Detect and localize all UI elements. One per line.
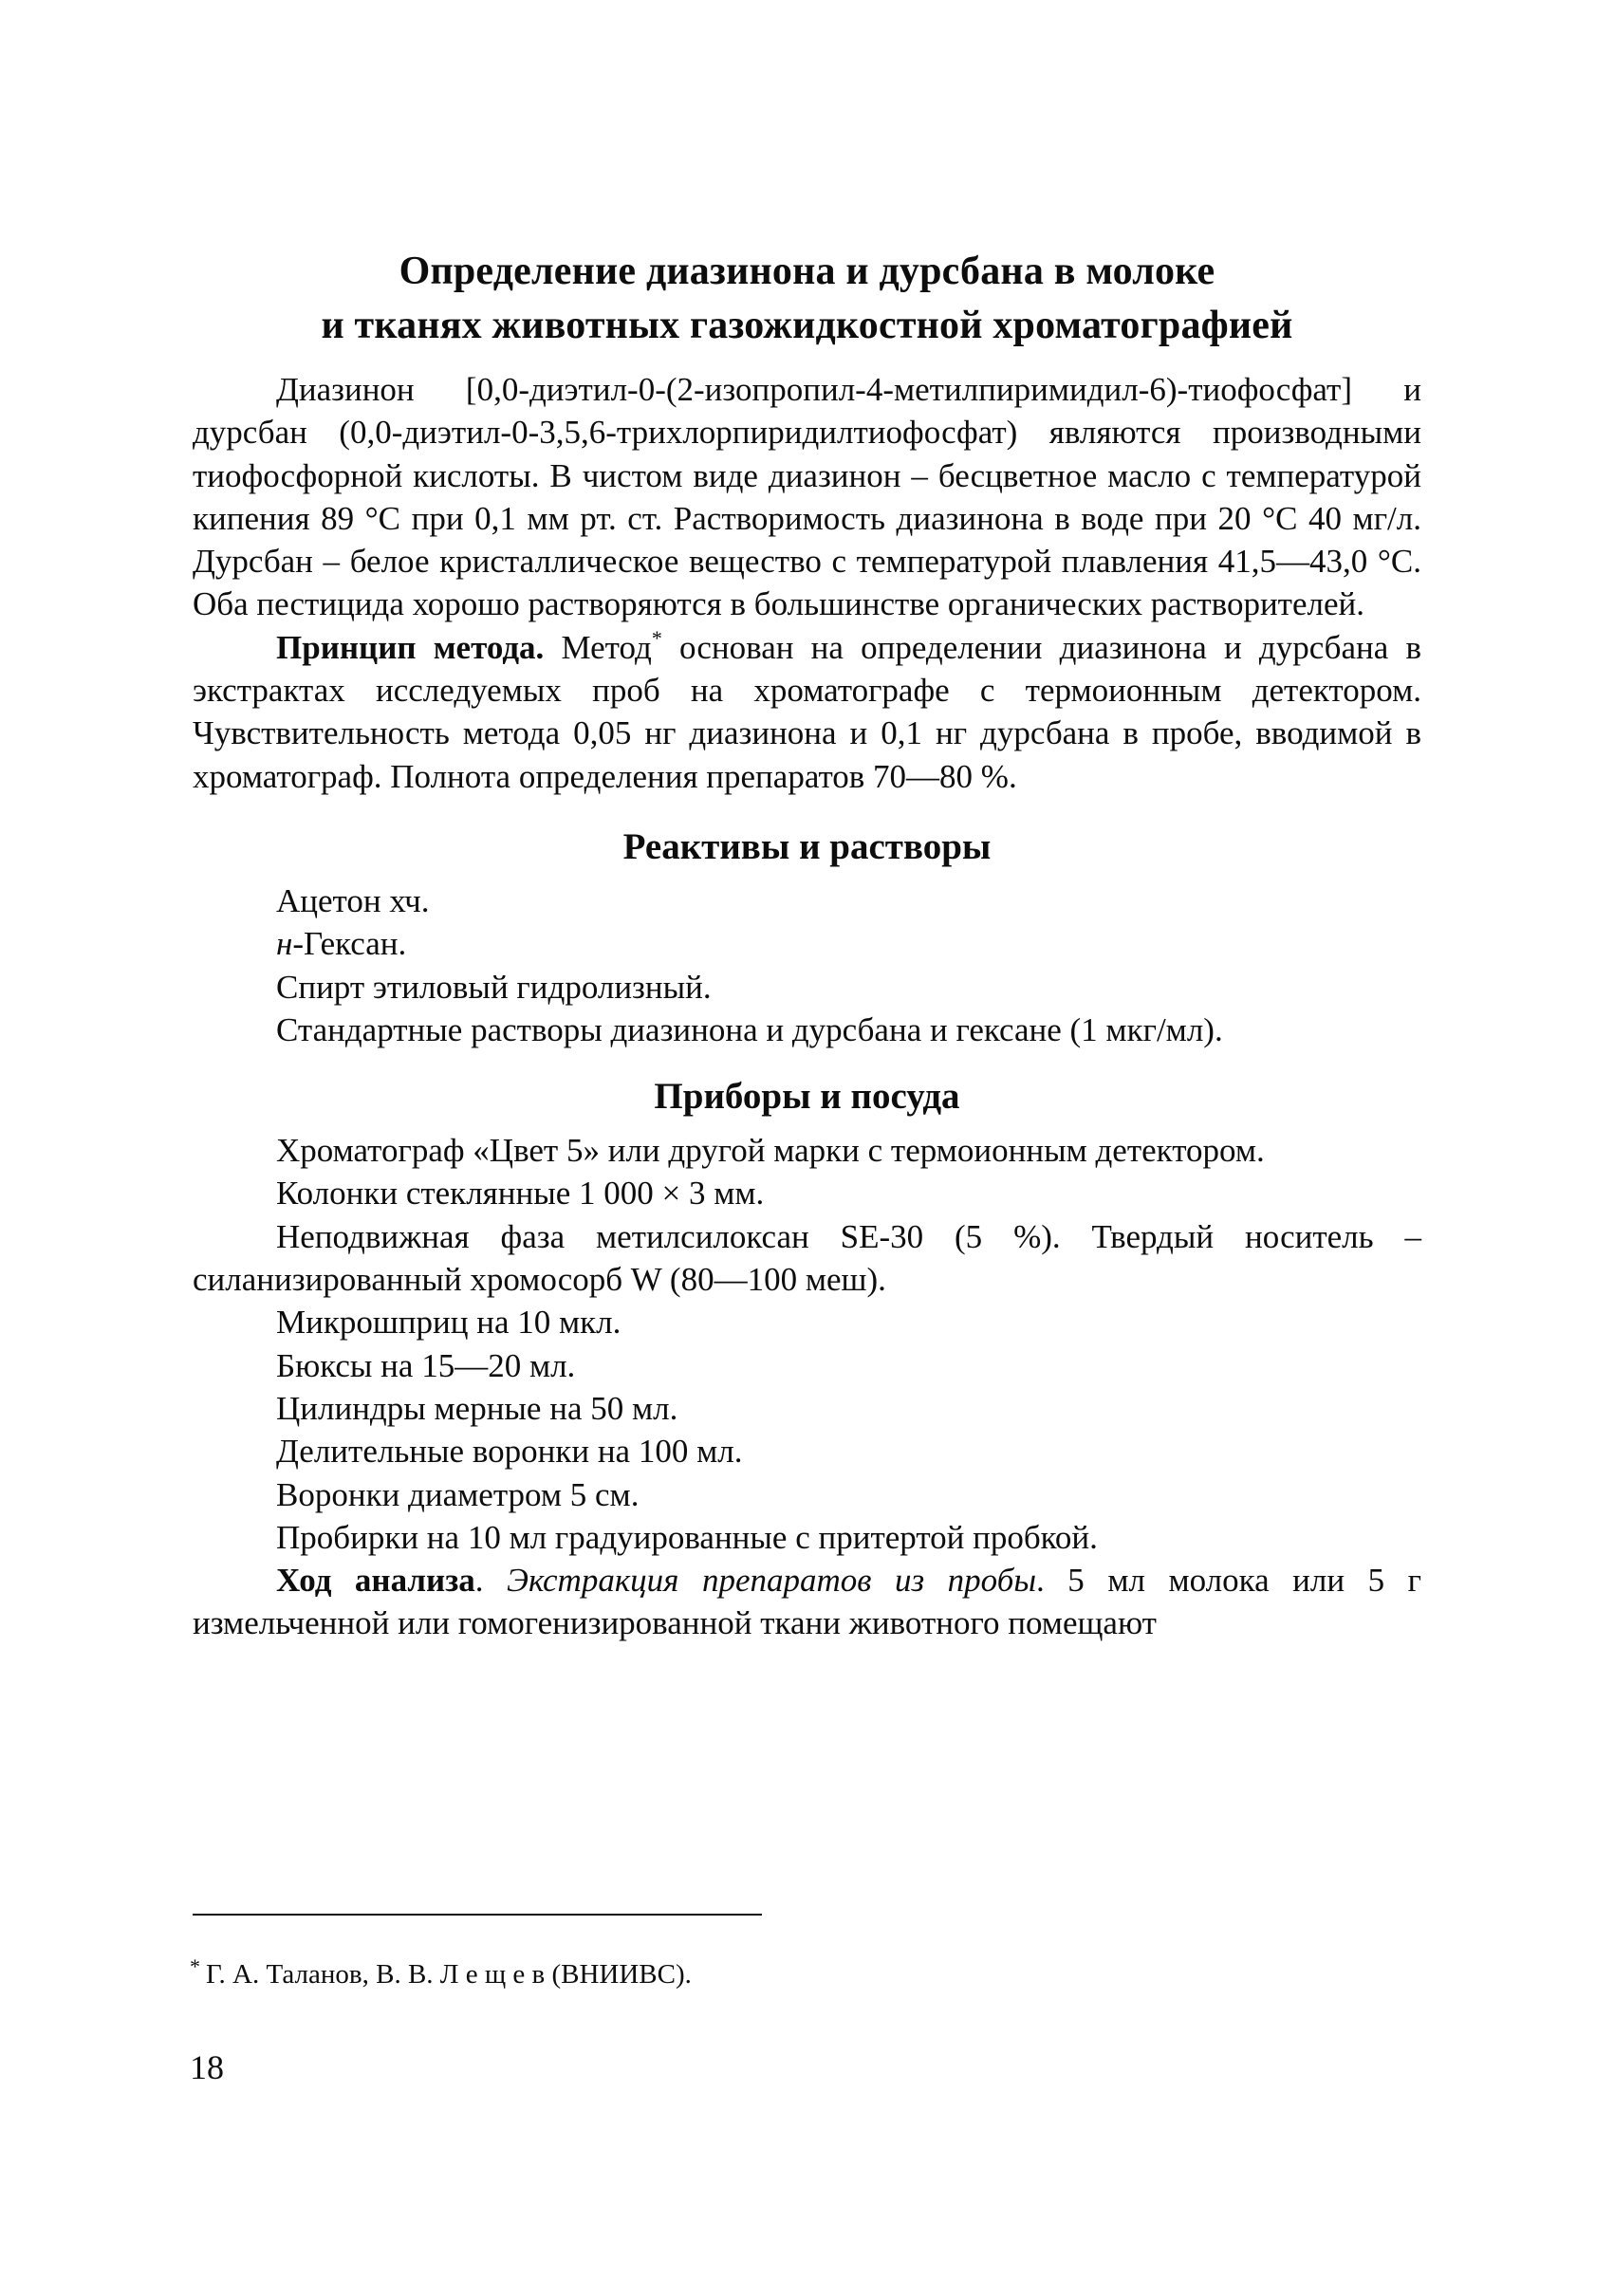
- hexane-name: -Гексан.: [292, 925, 407, 963]
- footnote: [190, 1950, 692, 1991]
- procedure-label-dot: .: [474, 1562, 508, 1600]
- procedure-label: Ход анализа: [276, 1562, 475, 1600]
- equipment-item: Делительные воронки на 100 мл.: [276, 1433, 743, 1471]
- method-principle-text-start: Метод: [544, 628, 652, 666]
- reagent-item: Спирт этиловый гидролизный.: [276, 968, 712, 1006]
- article-title: [193, 245, 1421, 353]
- page-content: [193, 245, 1421, 1645]
- equipment-item: Хроматограф «Цвет 5» или другой марки с термоионным детектором.: [276, 1132, 1265, 1170]
- equipment-item: Бюксы на 15—20 мл.: [276, 1346, 576, 1384]
- equipment-heading: Приборы и посуда: [654, 1076, 960, 1118]
- footnote-divider: [193, 1914, 762, 1916]
- footnote-text: Г. А. Таланов, В. В. Л е щ е в (ВНИИВС).: [206, 1959, 692, 1990]
- reagent-item: Стандартные растворы диазинона и дурсбана и гексане (1 мкг/мл).: [276, 1010, 1223, 1048]
- equipment-item: Колонки стеклянные 1 000 × 3 мм.: [276, 1175, 765, 1213]
- equipment-item: Пробирки на 10 мл градуированные с притертой пробкой.: [276, 1518, 1098, 1556]
- equipment-item: Микрошприц на 10 мкл.: [276, 1304, 621, 1342]
- procedure-paragraph: [193, 1559, 1421, 1645]
- method-principle-label: Принцип метода.: [276, 628, 545, 666]
- method-principle-text: основан на определении диазинона и дурсбана в экстрактах исследуемых проб на хроматографе с термоионным детектором. Чувствительность метода 0,05 нг диазинона и 0,1 нг дурсбана в пробе, вводимой в хроматограф. Полнота определения препаратов 70—80 %.: [193, 628, 1422, 795]
- procedure-subtitle: Экстракция препаратов из пробы: [507, 1562, 1037, 1600]
- reagent-item: Ацетон хч.: [276, 881, 430, 919]
- reagent-item-hexane: [193, 922, 1421, 965]
- equipment-item: Воронки диаметром 5 см.: [276, 1475, 640, 1513]
- procedure-text: . 5 мл молока или 5 г измельченной или гомогенизированной ткани животного помещают: [193, 1562, 1421, 1642]
- intro-paragraph: Диазинон [0,0-диэтил-0-(2-изопропил-4-метилпиримидил-6)-тиофосфат] и дурсбан (0,0-диэтил-0-3,5,6-трихлорпиридилтиофосфат) являются производными тиофосфорной кислоты. В чистом виде диазинон – бесцветное масло с температурой кипения 89 °С при 0,1 мм рт. ст. Растворимость диазинона в воде при 20 °С 40 мг/л. Дурсбан – белое кристаллическое вещество с температурой плавления 41,5—43,0 °С. Оба пестицида хорошо растворяются в большинстве органических растворителей.: [193, 371, 1421, 623]
- page-number: 18: [190, 2048, 224, 2086]
- equipment-item: Цилиндры мерные на 50 мл.: [276, 1389, 678, 1427]
- hexane-prefix: н: [276, 925, 293, 963]
- article-title-line-1: Определение диазинона и дурсбана в молоке: [399, 250, 1215, 293]
- article-title-line-2: и тканях животных газожидкостной хроматографией: [321, 304, 1293, 347]
- reagents-heading: Реактивы и растворы: [622, 825, 992, 867]
- footnote-reference-mark: *: [651, 625, 662, 650]
- equipment-item: Неподвижная фаза метилсилоксан SE-30 (5 %). Твердый носитель – силанизированный хромосорб W (80—100 меш).: [193, 1217, 1421, 1299]
- method-principle-paragraph: [193, 626, 1421, 798]
- footnote-mark: *: [190, 1954, 200, 1978]
